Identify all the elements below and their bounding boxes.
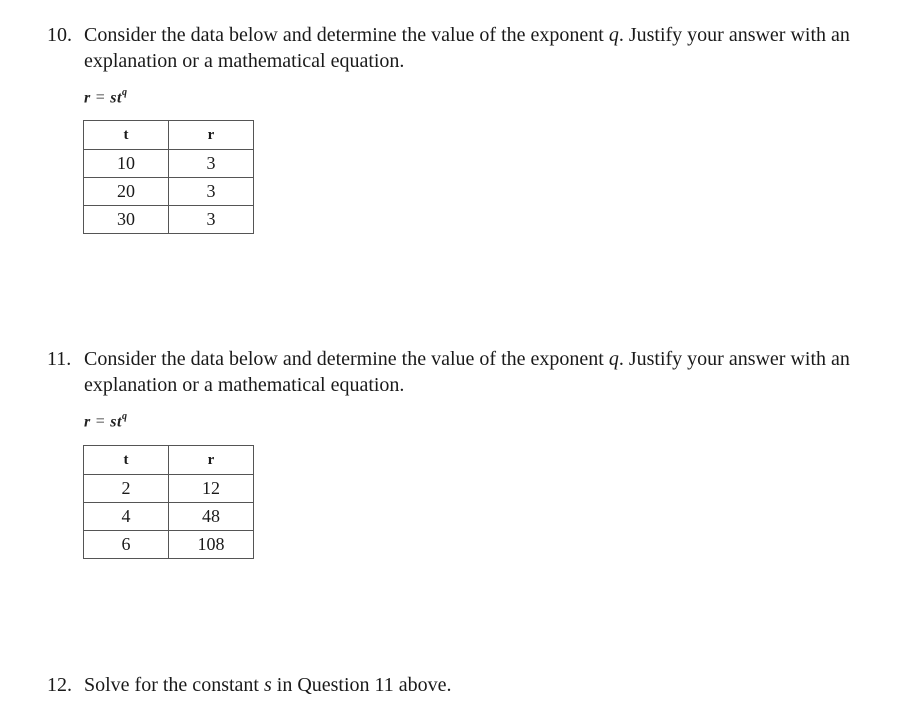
table-row [84, 178, 254, 206]
table-cell: 3 [169, 178, 254, 206]
question-11-line-2: explanation or a mathematical equation. [84, 374, 405, 396]
question-12-number: 12. [47, 674, 72, 696]
equation-sign: = [95, 89, 106, 107]
question-10-line-1 [47, 22, 897, 48]
question-11-equation [84, 412, 127, 431]
table-row [84, 531, 254, 559]
question-12-text-pre: Solve for the constant [84, 674, 264, 696]
question-12-variable: s [263, 674, 272, 696]
table-header-t: t [84, 121, 169, 150]
question-10-table [83, 120, 254, 234]
question-11-line-1 [47, 346, 897, 372]
question-10-text-pre: Consider the data below and determine the value of the exponent [84, 24, 609, 46]
table-cell: 30 [84, 206, 169, 234]
table-cell: 20 [84, 178, 169, 206]
question-11-text-pre: Consider the data below and determine the value of the exponent [84, 348, 609, 370]
table-cell: 4 [84, 503, 169, 531]
equation-rhs-base: st [110, 413, 122, 431]
table-header-r: r [169, 446, 254, 475]
question-12 [47, 672, 897, 698]
question-10 [47, 22, 897, 74]
table-cell: 3 [169, 150, 254, 178]
question-11-variable: q [608, 348, 619, 370]
question-10-line-2: explanation or a mathematical equation. [84, 50, 405, 72]
table-header-t: t [84, 446, 169, 475]
question-11 [47, 346, 897, 398]
equation-exponent: q [121, 411, 128, 422]
table-row [84, 150, 254, 178]
question-11-number: 11. [47, 348, 72, 370]
table-cell: 3 [169, 206, 254, 234]
equation-lhs: r [84, 413, 91, 431]
equation-exponent: q [121, 87, 128, 98]
table-cell: 48 [169, 503, 254, 531]
question-10-equation [84, 88, 127, 107]
table-cell: 108 [169, 531, 254, 559]
table-cell: 12 [169, 475, 254, 503]
table-header-row [84, 446, 254, 475]
table-cell: 2 [84, 475, 169, 503]
question-10-variable: q [608, 24, 619, 46]
question-10-number: 10. [47, 24, 72, 46]
table-row [84, 206, 254, 234]
question-12-text-post: in Question 11 above. [271, 674, 452, 696]
question-12-line-1 [47, 672, 897, 698]
table-cell: 10 [84, 150, 169, 178]
table-row [84, 503, 254, 531]
equation-rhs-base: st [110, 89, 122, 107]
question-11-text-post: . Justify your answer with an [618, 348, 850, 370]
table-header-row [84, 121, 254, 150]
table-cell: 6 [84, 531, 169, 559]
equation-sign: = [95, 413, 106, 431]
table-row [84, 475, 254, 503]
question-11-table [83, 445, 254, 559]
equation-lhs: r [84, 89, 91, 107]
table-header-r: r [169, 121, 254, 150]
question-10-text-post: . Justify your answer with an [618, 24, 850, 46]
